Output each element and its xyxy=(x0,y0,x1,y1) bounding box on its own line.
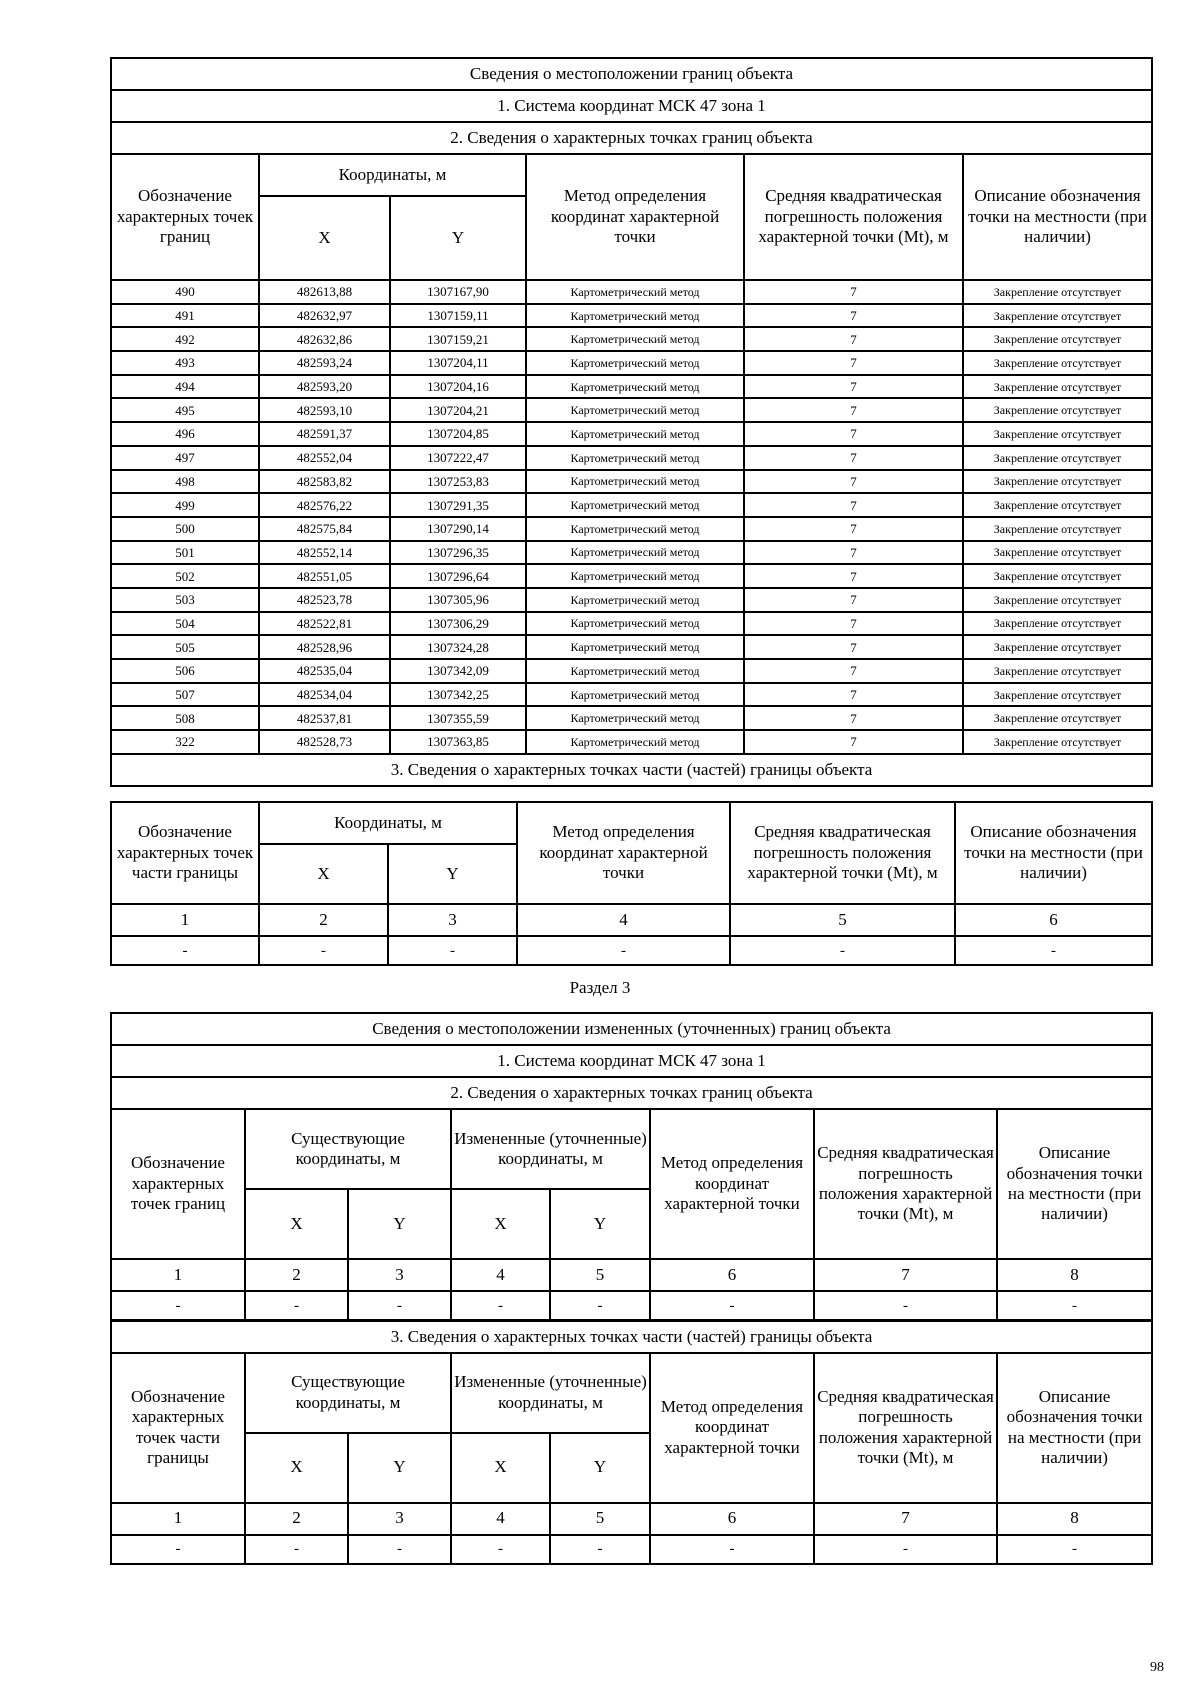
part-column-numbers-row xyxy=(111,1503,1152,1535)
boundary-location-table xyxy=(110,57,1153,787)
y-coord-cell: 1307342,25 xyxy=(390,683,526,707)
mt-error-cell: 7 xyxy=(744,635,963,659)
empty-cell: - xyxy=(814,1535,997,1564)
empty-cell: - xyxy=(997,1291,1152,1321)
x-coord-cell: 482552,04 xyxy=(259,446,390,470)
empty-cell: - xyxy=(730,936,955,965)
method-cell: Картометрический метод xyxy=(526,541,744,565)
method-cell: Картометрический метод xyxy=(526,422,744,446)
empty-cell: - xyxy=(111,1291,245,1321)
col-number: 6 xyxy=(650,1503,814,1535)
method-cell: Картометрический метод xyxy=(526,446,744,470)
point-id-cell: 499 xyxy=(111,493,259,517)
description-cell: Закрепление отсутствует xyxy=(963,470,1152,494)
y-coord-cell: 1307204,16 xyxy=(390,375,526,399)
y-coord-cell: 1307296,64 xyxy=(390,564,526,588)
y-coord-cell: 1307167,90 xyxy=(390,280,526,304)
table-row xyxy=(111,375,1152,399)
mt-error-cell: 7 xyxy=(744,612,963,636)
description-cell: Закрепление отсутствует xyxy=(963,327,1152,351)
header-method: Метод определения координат характерной точки xyxy=(526,154,744,280)
x-coord-cell: 482591,37 xyxy=(259,422,390,446)
y-coord-cell: 1307222,47 xyxy=(390,446,526,470)
mt-error-cell: 7 xyxy=(744,304,963,328)
description-cell: Закрепление отсутствует xyxy=(963,493,1152,517)
x-coord-cell: 482551,05 xyxy=(259,564,390,588)
point-id-cell: 494 xyxy=(111,375,259,399)
method-cell: Картометрический метод xyxy=(526,398,744,422)
empty-cell: - xyxy=(550,1535,650,1564)
table-row xyxy=(111,659,1152,683)
method-cell: Картометрический метод xyxy=(526,612,744,636)
y-coord-cell: 1307355,59 xyxy=(390,706,526,730)
empty-cell: - xyxy=(814,1291,997,1321)
empty-cell: - xyxy=(348,1535,451,1564)
col-number: 4 xyxy=(517,904,730,936)
x-coord-cell: 482632,86 xyxy=(259,327,390,351)
header-y: Y xyxy=(390,196,526,280)
mt-error-cell: 7 xyxy=(744,493,963,517)
part-header-x: X xyxy=(259,844,388,904)
description-cell: Закрепление отсутствует xyxy=(963,706,1152,730)
empty-cell: - xyxy=(550,1291,650,1321)
changed-boundary-table xyxy=(110,1012,1153,1565)
header-existing-y: Y xyxy=(348,1189,451,1259)
part-header-existing-coords: Существующие координаты, м xyxy=(245,1353,451,1433)
col-number: 6 xyxy=(955,904,1152,936)
description-cell: Закрепление отсутствует xyxy=(963,659,1152,683)
y-coord-cell: 1307204,11 xyxy=(390,351,526,375)
table-row xyxy=(111,635,1152,659)
table-row xyxy=(111,351,1152,375)
empty-cell: - xyxy=(650,1535,814,1564)
x-coord-cell: 482528,73 xyxy=(259,730,390,754)
part-header-changed-x: X xyxy=(451,1433,550,1503)
x-coord-cell: 482593,10 xyxy=(259,398,390,422)
empty-cell: - xyxy=(259,936,388,965)
col-number: 4 xyxy=(451,1503,550,1535)
part-header-error: Средняя квадратическая погрешность положения характерной точки (Mt), м xyxy=(814,1353,997,1503)
part-points-table xyxy=(110,801,1153,966)
method-cell: Картометрический метод xyxy=(526,706,744,730)
method-cell: Картометрический метод xyxy=(526,564,744,588)
description-cell: Закрепление отсутствует xyxy=(963,541,1152,565)
table-row xyxy=(111,470,1152,494)
method-cell: Картометрический метод xyxy=(526,470,744,494)
part-header-existing-y: Y xyxy=(348,1433,451,1503)
y-coord-cell: 1307159,11 xyxy=(390,304,526,328)
col-number: 2 xyxy=(245,1503,348,1535)
col-number: 3 xyxy=(348,1503,451,1535)
description-cell: Закрепление отсутствует xyxy=(963,375,1152,399)
point-id-cell: 505 xyxy=(111,635,259,659)
y-coord-cell: 1307324,28 xyxy=(390,635,526,659)
point-id-cell: 500 xyxy=(111,517,259,541)
x-coord-cell: 482552,14 xyxy=(259,541,390,565)
part-header-description: Описание обозначения точки на местности (при наличии) xyxy=(955,802,1152,904)
header-existing-coords: Существующие координаты, м xyxy=(245,1109,451,1189)
point-id-cell: 490 xyxy=(111,280,259,304)
mt-error-cell: 7 xyxy=(744,517,963,541)
part-title: 3. Сведения о характерных точках части (частей) границы объекта xyxy=(111,754,1152,786)
x-coord-cell: 482613,88 xyxy=(259,280,390,304)
x-coord-cell: 482535,04 xyxy=(259,659,390,683)
method-cell: Картометрический метод xyxy=(526,351,744,375)
header-error: Средняя квадратическая погрешность положения характерной точки (Mt), м xyxy=(814,1109,997,1259)
header-error: Средняя квадратическая погрешность положения характерной точки (Mt), м xyxy=(744,154,963,280)
col-number: 2 xyxy=(259,904,388,936)
empty-cell: - xyxy=(451,1535,550,1564)
header-changed-x: X xyxy=(451,1189,550,1259)
description-cell: Закрепление отсутствует xyxy=(963,398,1152,422)
empty-cell: - xyxy=(348,1291,451,1321)
point-id-cell: 507 xyxy=(111,683,259,707)
mt-error-cell: 7 xyxy=(744,588,963,612)
mt-error-cell: 7 xyxy=(744,280,963,304)
y-coord-cell: 1307204,85 xyxy=(390,422,526,446)
description-cell: Закрепление отсутствует xyxy=(963,635,1152,659)
part-header-changed-y: Y xyxy=(550,1433,650,1503)
col-number: 3 xyxy=(388,904,517,936)
description-cell: Закрепление отсутствует xyxy=(963,351,1152,375)
x-coord-cell: 482522,81 xyxy=(259,612,390,636)
header-designation: Обозначение характерных точек границ xyxy=(111,1109,245,1259)
header-description: Описание обозначения точки на местности (при наличии) xyxy=(997,1109,1152,1259)
col-number: 5 xyxy=(550,1259,650,1291)
description-cell: Закрепление отсутствует xyxy=(963,612,1152,636)
mt-error-cell: 7 xyxy=(744,541,963,565)
y-coord-cell: 1307291,35 xyxy=(390,493,526,517)
y-coord-cell: 1307290,14 xyxy=(390,517,526,541)
col-number: 8 xyxy=(997,1503,1152,1535)
col-number: 8 xyxy=(997,1259,1152,1291)
point-id-cell: 496 xyxy=(111,422,259,446)
col-number: 6 xyxy=(650,1259,814,1291)
method-cell: Картометрический метод xyxy=(526,683,744,707)
col-number: 7 xyxy=(814,1259,997,1291)
part-header-designation: Обозначение характерных точек части границы xyxy=(111,1353,245,1503)
table-row xyxy=(111,683,1152,707)
table-row xyxy=(111,327,1152,351)
mt-error-cell: 7 xyxy=(744,422,963,446)
point-id-cell: 492 xyxy=(111,327,259,351)
point-id-cell: 506 xyxy=(111,659,259,683)
part-empty-row xyxy=(111,1535,1152,1564)
point-id-cell: 502 xyxy=(111,564,259,588)
col-number: 3 xyxy=(348,1259,451,1291)
col-number: 1 xyxy=(111,1259,245,1291)
x-coord-cell: 482523,78 xyxy=(259,588,390,612)
col-number: 4 xyxy=(451,1259,550,1291)
header-existing-x: X xyxy=(245,1189,348,1259)
empty-cell: - xyxy=(388,936,517,965)
point-id-cell: 493 xyxy=(111,351,259,375)
y-coord-cell: 1307342,09 xyxy=(390,659,526,683)
empty-cell: - xyxy=(955,936,1152,965)
x-coord-cell: 482528,96 xyxy=(259,635,390,659)
mt-error-cell: 7 xyxy=(744,683,963,707)
y-coord-cell: 1307253,83 xyxy=(390,470,526,494)
header-changed-coords: Измененные (уточненные) координаты, м xyxy=(451,1109,650,1189)
coord-system: 1. Система координат МСК 47 зона 1 xyxy=(111,90,1152,122)
point-id-cell: 508 xyxy=(111,706,259,730)
part-header-existing-x: X xyxy=(245,1433,348,1503)
part-header-method: Метод определения координат характерной точки xyxy=(517,802,730,904)
col-number: 7 xyxy=(814,1503,997,1535)
part-header-y: Y xyxy=(388,844,517,904)
empty-cell: - xyxy=(650,1291,814,1321)
mt-error-cell: 7 xyxy=(744,351,963,375)
x-coord-cell: 482576,22 xyxy=(259,493,390,517)
x-coord-cell: 482537,81 xyxy=(259,706,390,730)
description-cell: Закрепление отсутствует xyxy=(963,730,1152,754)
mt-error-cell: 7 xyxy=(744,470,963,494)
point-id-cell: 491 xyxy=(111,304,259,328)
part-header-changed-coords: Измененные (уточненные) координаты, м xyxy=(451,1353,650,1433)
empty-row xyxy=(111,936,1152,965)
part-header-method: Метод определения координат характерной точки xyxy=(650,1353,814,1503)
mt-error-cell: 7 xyxy=(744,730,963,754)
empty-cell: - xyxy=(451,1291,550,1321)
table-row xyxy=(111,280,1152,304)
y-coord-cell: 1307363,85 xyxy=(390,730,526,754)
method-cell: Картометрический метод xyxy=(526,304,744,328)
method-cell: Картометрический метод xyxy=(526,588,744,612)
point-id-cell: 495 xyxy=(111,398,259,422)
mt-error-cell: 7 xyxy=(744,564,963,588)
section-heading: Раздел 3 xyxy=(569,978,631,997)
method-cell: Картометрический метод xyxy=(526,493,744,517)
table-row xyxy=(111,517,1152,541)
empty-cell: - xyxy=(111,936,259,965)
col-number: 5 xyxy=(550,1503,650,1535)
method-cell: Картометрический метод xyxy=(526,517,744,541)
description-cell: Закрепление отсутствует xyxy=(963,446,1152,470)
mt-error-cell: 7 xyxy=(744,398,963,422)
part-header-coords: Координаты, м xyxy=(259,802,517,844)
x-coord-cell: 482593,20 xyxy=(259,375,390,399)
x-coord-cell: 482534,04 xyxy=(259,683,390,707)
points-title: 2. Сведения о характерных точках границ объекта xyxy=(111,122,1152,154)
point-id-cell: 322 xyxy=(111,730,259,754)
empty-row xyxy=(111,1291,1152,1321)
method-cell: Картометрический метод xyxy=(526,375,744,399)
point-id-cell: 498 xyxy=(111,470,259,494)
method-cell: Картометрический метод xyxy=(526,730,744,754)
points-title: 2. Сведения о характерных точках границ объекта xyxy=(111,1077,1152,1109)
part-header-error: Средняя квадратическая погрешность положения характерной точки (Mt), м xyxy=(730,802,955,904)
page-number: 98 xyxy=(1150,1660,1164,1675)
col-number: 1 xyxy=(111,1503,245,1535)
description-cell: Закрепление отсутствует xyxy=(963,683,1152,707)
col-number: 1 xyxy=(111,904,259,936)
table-row xyxy=(111,422,1152,446)
empty-cell: - xyxy=(111,1535,245,1564)
mt-error-cell: 7 xyxy=(744,659,963,683)
column-numbers-row xyxy=(111,1259,1152,1291)
table-row xyxy=(111,730,1152,754)
header-x: X xyxy=(259,196,390,280)
column-numbers-row xyxy=(111,904,1152,936)
table-row xyxy=(111,446,1152,470)
empty-cell: - xyxy=(245,1535,348,1564)
table-row xyxy=(111,541,1152,565)
method-cell: Картометрический метод xyxy=(526,659,744,683)
mt-error-cell: 7 xyxy=(744,446,963,470)
point-id-cell: 497 xyxy=(111,446,259,470)
x-coord-cell: 482632,97 xyxy=(259,304,390,328)
description-cell: Закрепление отсутствует xyxy=(963,422,1152,446)
table-title: Сведения о местоположении измененных (уточненных) границ объекта xyxy=(111,1013,1152,1045)
col-number: 2 xyxy=(245,1259,348,1291)
y-coord-cell: 1307159,21 xyxy=(390,327,526,351)
method-cell: Картометрический метод xyxy=(526,280,744,304)
y-coord-cell: 1307296,35 xyxy=(390,541,526,565)
y-coord-cell: 1307204,21 xyxy=(390,398,526,422)
table-row xyxy=(111,564,1152,588)
table-row xyxy=(111,398,1152,422)
header-description: Описание обозначения точки на местности (при наличии) xyxy=(963,154,1152,280)
col-number: 5 xyxy=(730,904,955,936)
mt-error-cell: 7 xyxy=(744,327,963,351)
header-changed-y: Y xyxy=(550,1189,650,1259)
description-cell: Закрепление отсутствует xyxy=(963,588,1152,612)
point-id-cell: 503 xyxy=(111,588,259,612)
y-coord-cell: 1307306,29 xyxy=(390,612,526,636)
mt-error-cell: 7 xyxy=(744,375,963,399)
description-cell: Закрепление отсутствует xyxy=(963,280,1152,304)
table-title: Сведения о местоположении границ объекта xyxy=(111,58,1152,90)
point-id-cell: 501 xyxy=(111,541,259,565)
point-id-cell: 504 xyxy=(111,612,259,636)
x-coord-cell: 482575,84 xyxy=(259,517,390,541)
empty-cell: - xyxy=(997,1535,1152,1564)
empty-cell: - xyxy=(245,1291,348,1321)
empty-cell: - xyxy=(517,936,730,965)
method-cell: Картометрический метод xyxy=(526,327,744,351)
description-cell: Закрепление отсутствует xyxy=(963,564,1152,588)
description-cell: Закрепление отсутствует xyxy=(963,517,1152,541)
x-coord-cell: 482583,82 xyxy=(259,470,390,494)
header-method: Метод определения координат характерной точки xyxy=(650,1109,814,1259)
method-cell: Картометрический метод xyxy=(526,635,744,659)
table-row xyxy=(111,304,1152,328)
table-row xyxy=(111,588,1152,612)
table-row xyxy=(111,612,1152,636)
coord-system: 1. Система координат МСК 47 зона 1 xyxy=(111,1045,1152,1077)
y-coord-cell: 1307305,96 xyxy=(390,588,526,612)
part-header-description: Описание обозначения точки на местности (при наличии) xyxy=(997,1353,1152,1503)
header-designation: Обозначение характерных точек границ xyxy=(111,154,259,280)
table-row xyxy=(111,706,1152,730)
description-cell: Закрепление отсутствует xyxy=(963,304,1152,328)
x-coord-cell: 482593,24 xyxy=(259,351,390,375)
part-header-designation: Обозначение характерных точек части границы xyxy=(111,802,259,904)
table-row xyxy=(111,493,1152,517)
part-title: 3. Сведения о характерных точках части (частей) границы объекта xyxy=(111,1321,1152,1353)
mt-error-cell: 7 xyxy=(744,706,963,730)
header-coords: Координаты, м xyxy=(259,154,526,196)
